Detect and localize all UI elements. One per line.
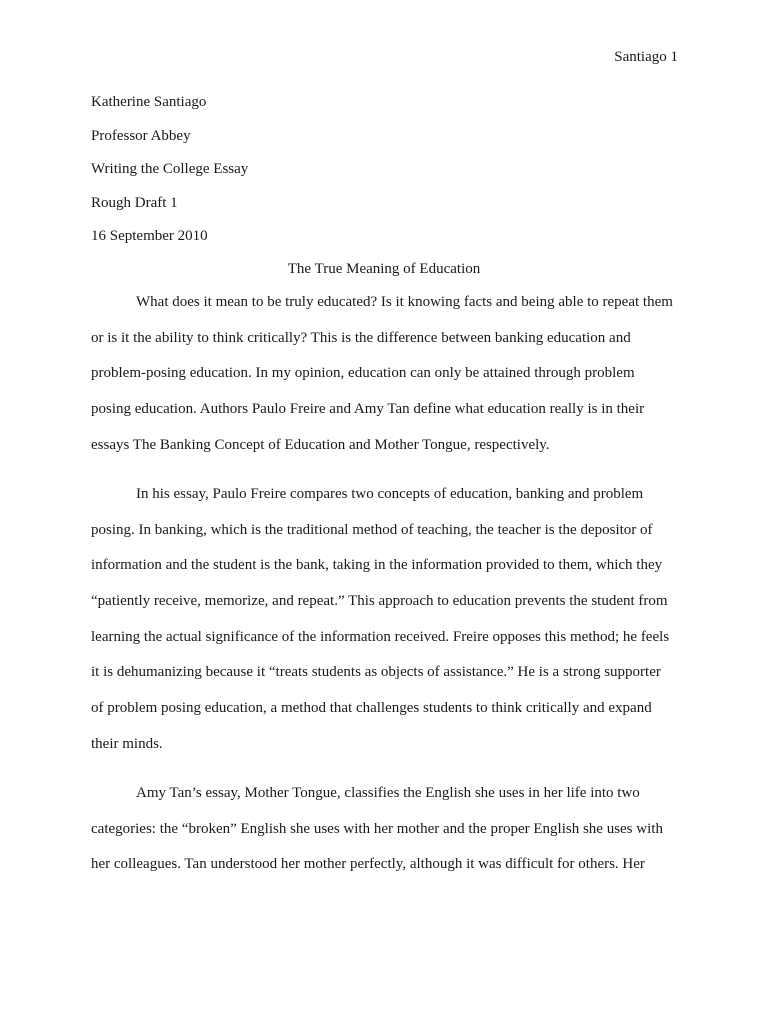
text-line: Amy Tan’s essay, Mother Tongue, classifies the English she uses in her life into two	[136, 785, 640, 801]
text-line: problem-posing education. In my opinion, education can only be attained through problem	[91, 365, 635, 382]
essay-title: The True Meaning of Education	[287, 261, 481, 277]
text-line: information and the student is the bank, taking in the information provided to them, which they	[91, 557, 663, 574]
text-line: it is dehumanizing because it “treats students as objects of assistance.” He is a strong supporter	[91, 664, 661, 681]
text-line: posing education. Authors Paulo Freire and Amy Tan define what education really is in their	[91, 401, 645, 418]
paragraph-3	[91, 783, 681, 890]
text-line: posing. In banking, which is the traditional method of teaching, the teacher is the depositor of	[91, 521, 653, 538]
text-line: learning the actual significance of the information received. Freire opposes this method; he feels	[91, 628, 670, 645]
text-line: What does it mean to be truly educated? Is it knowing facts and being able to repeat them	[136, 294, 673, 310]
author-name: Katherine Santiago	[91, 94, 207, 110]
paragraph-2	[91, 484, 681, 770]
text-line: their minds.	[91, 735, 163, 752]
text-line: or is it the ability to think critically? This is the difference between banking education and	[91, 329, 631, 346]
draft-label: Rough Draft 1	[91, 194, 178, 211]
text-line: of problem posing education, a method that challenges students to think critically and expand	[91, 700, 652, 717]
instructor-name: Professor Abbey	[91, 127, 191, 144]
course-name: Writing the College Essay	[91, 161, 249, 177]
text-line: “patiently receive, memorize, and repeat.” This approach to education prevents the student from	[91, 593, 668, 610]
date-line: 16 September 2010	[91, 228, 208, 244]
text-line: essays The Banking Concept of Education and Mother Tongue, respectively.	[91, 436, 550, 453]
text-line: In his essay, Paulo Freire compares two concepts of education, banking and problem	[136, 486, 644, 502]
text-line: her colleagues. Tan understood her mother perfectly, although it was difficult for others. Her	[91, 856, 645, 873]
paragraph-1	[91, 292, 681, 470]
mla-heading	[91, 92, 681, 260]
running-head: Santiago 1	[614, 49, 678, 65]
text-line: categories: the “broken” English she uses with her mother and the proper English she uses with	[91, 820, 663, 837]
